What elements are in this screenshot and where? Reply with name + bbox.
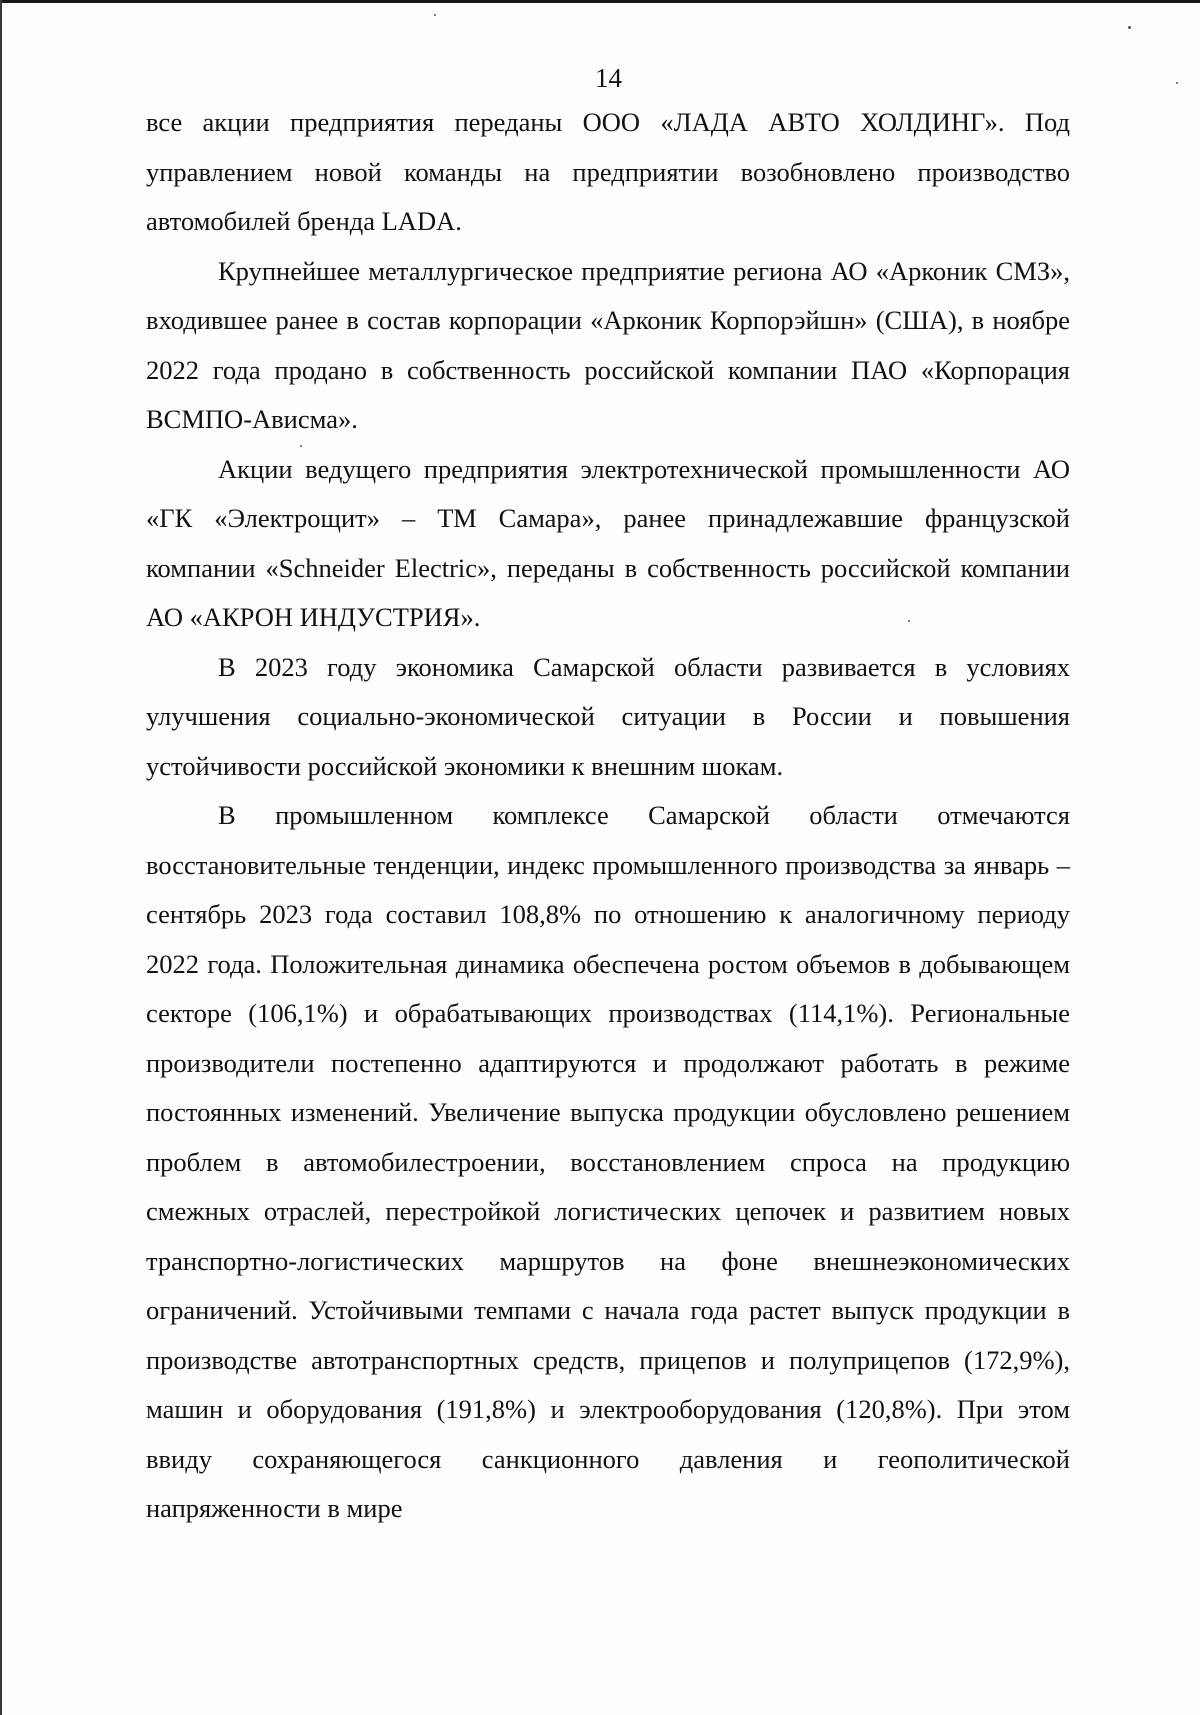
paragraph-economy-2023: В 2023 году экономика Самарской области развивается в условиях улучшения социально-экономической ситуации в России и повышения устойчивости российской экономики к внешним шокам. — [146, 651, 1070, 781]
paragraph-electroshchit: Акции ведущего предприятия электротехнической промышленности АО «ГК «Электрощит» – ТМ Самара», ранее принадлежавшие французской компании «Schneider Electric», переданы в собственность российской компании АО «АКРОН ИНДУСТРИЯ». — [146, 453, 1070, 632]
paragraph-industry: В промышленном комплексе Самарской области отмечаются восстановительные тенденции, индекс промышленного производства за январь – сентябрь 2023 года составил 108,8% по отношению к аналогичному периоду 2022 года. Положительная динамика обеспечена ростом объемов в добывающем секторе (106,1%) и обрабатывающих производствах (114,1%). Региональные производители постепенно адаптируются и продолжают работать в режиме постоянных изменений. Увеличение выпуска продукции обусловлено решением проблем в автомобилестроении, восстановлением спроса на продукцию смежных отраслей, перестройкой логистических цепочек и развитием новых транспортно-логистических маршрутов на фоне внешнеэкономических ограничений. Устойчивыми темпами с начала года растет выпуск продукции в производстве автотранспортных средств, прицепов и полуприцепов (172,9%), машин и оборудования (191,8%) и электрооборудования (120,8%). При этом ввиду сохраняющегося санкционного давления и геополитической напряженности в мире — [146, 800, 1070, 1523]
scan-speck — [1176, 82, 1178, 84]
scan-speck — [300, 445, 302, 447]
body-text — [146, 98, 1070, 1534]
page-number: 14 — [595, 63, 622, 93]
scan-left-border — [0, 0, 2, 1715]
scan-speck — [908, 620, 910, 622]
scan-speck — [1128, 26, 1131, 29]
paragraph-continuation: все акции предприятия переданы ООО «ЛАДА АВТО ХОЛДИНГ». Под управлением новой команды на предприятии возобновлено производство автомобилей бренда LADA. — [146, 107, 1070, 236]
paragraph-arconic: Крупнейшее металлургическое предприятие региона АО «Арконик СМЗ», входившее ранее в состав корпорации «Арконик Корпорэйшн» (США), в ноябре 2022 года продано в собственность российской компании ПАО «Корпорация ВСМПО-Ависма». — [146, 255, 1070, 434]
scan-top-border — [0, 0, 1200, 3]
scan-speck — [434, 14, 436, 16]
